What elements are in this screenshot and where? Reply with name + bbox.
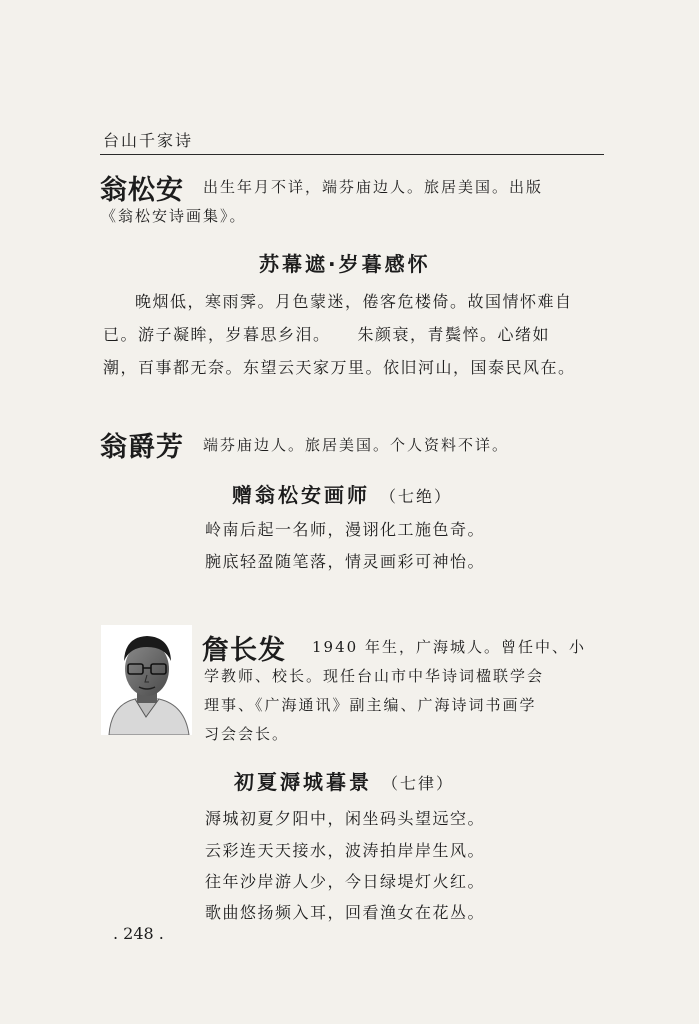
poem-form: （七律） [382,774,455,793]
poem-title: 赠翁松安画师 [232,483,370,507]
bio-line: 端芬庙边人。旅居美国。个人资料不详。 [203,436,510,454]
poem-line: 往年沙岸游人少，今日绿堤灯火红。 [205,872,486,891]
page-number: . 248 . [113,924,164,943]
bio-line: 《翁松安诗画集》。 [101,207,247,225]
poem-line: 岭南后起一名师，漫诩化工施色奇。 [205,520,486,539]
poem-title: 苏幕遮·岁暮感怀 [259,252,431,276]
portrait-illustration [101,625,192,735]
poem-line: 已。游子凝眸，岁暮思乡泪。 朱颜衰，青鬓悴。心绪如 [103,325,551,344]
entry-name-zhan-changfa: 詹长发 [202,635,286,666]
poem-title-line [234,766,454,795]
poem-line: 潮，百事都无奈。东望云天家万里。依旧河山，国泰民风在。 [103,358,576,377]
bio-line: 理事、《广海通讯》副主编、广海诗词书画学 [204,696,537,714]
poem-line: 晚烟低，寒雨霁。月色蒙迷，倦客危楼倚。故国情怀难自 [135,292,573,311]
running-head: 台山千家诗 [103,131,194,150]
poem-title: 初夏溽城暮景 [234,770,372,794]
poem-title-line [232,479,452,508]
bio-line: 出生年月不详，端芬庙边人。旅居美国。出版 [203,178,544,196]
poem-line: 腕底轻盈随笔落，情灵画彩可神怡。 [205,552,486,571]
entry-name-weng-juefang: 翁爵芳 [100,432,184,463]
poem-line: 溽城初夏夕阳中，闲坐码头望远空。 [205,809,486,828]
poem-line: 歌曲悠扬频入耳，回看渔女在花丛。 [205,903,486,922]
poem-line: 云彩连天天接水，波涛拍岸岸生风。 [205,841,486,860]
poem-form: （七绝） [380,487,453,506]
bio-line: 学教师、校长。现任台山市中华诗词楹联学会 [204,667,545,685]
author-portrait-photo [101,625,192,735]
entry-name-weng-songan: 翁松安 [100,175,184,206]
header-rule [100,154,604,155]
bio-line: 1940 年生，广海城人。曾任中、小 [312,638,586,656]
bio-line: 习会会长。 [204,725,290,743]
